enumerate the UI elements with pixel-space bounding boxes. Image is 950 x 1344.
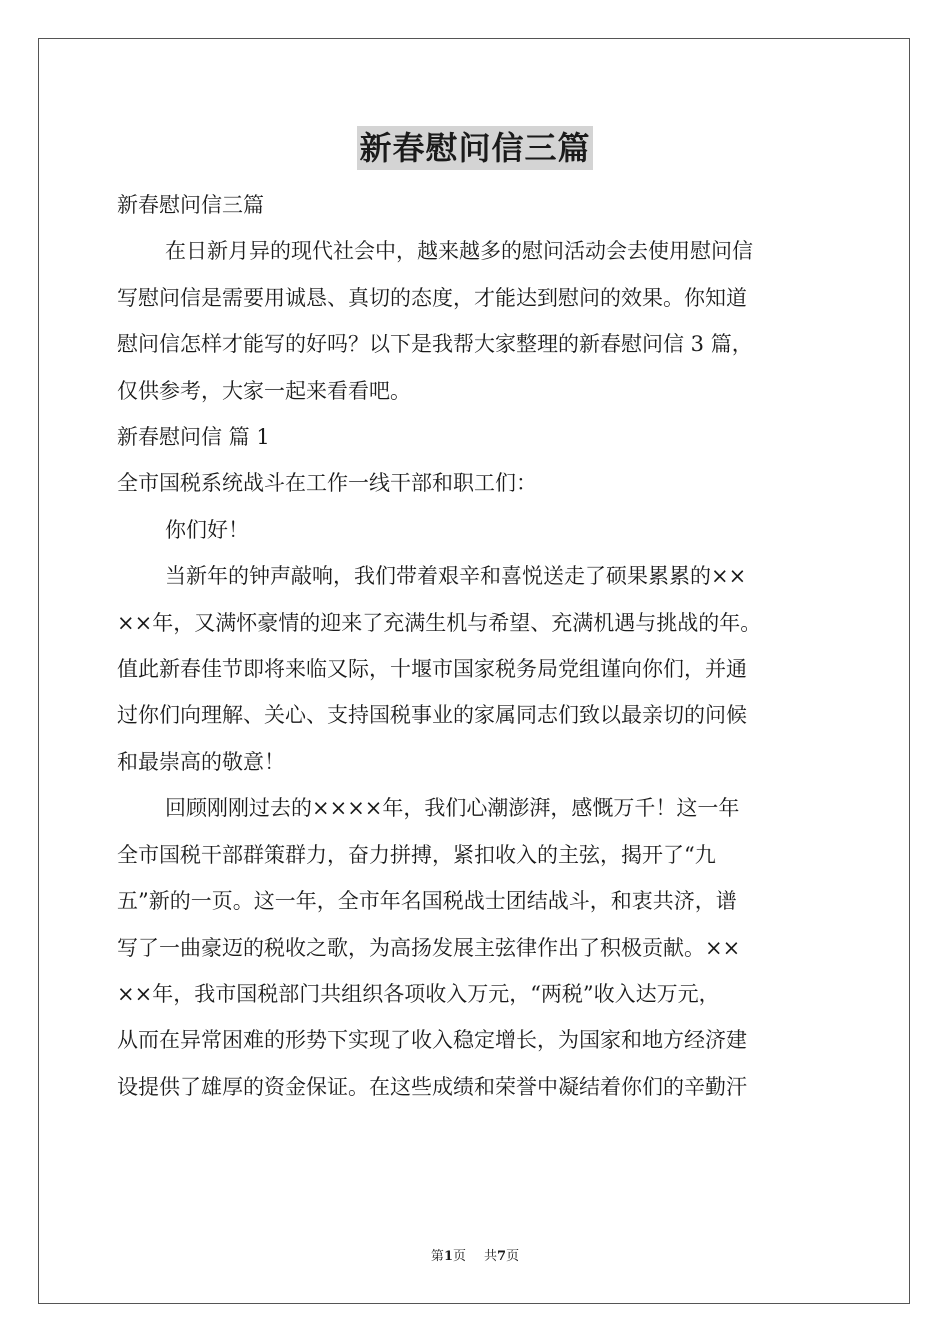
body-line: 新春慰问信三篇 (117, 193, 264, 217)
body-line: 从而在异常困难的形势下实现了收入稳定增长，为国家和地方经济建 (117, 1028, 747, 1053)
body-line: 回顾刚刚过去的××××年，我们心潮澎湃，感慨万千！这一年 (165, 796, 740, 821)
body-line: 当新年的钟声敲响，我们带着艰辛和喜悦送走了硕果累累的×× (165, 564, 747, 589)
document-title-wrap (0, 126, 950, 170)
body-line: 设提供了雄厚的资金保证。在这些成绩和荣誉中凝结着你们的辛勤汗 (117, 1074, 747, 1099)
body-line: 新春慰问信 篇 1 (117, 425, 270, 450)
footer-total-prefix: 共 (484, 1249, 498, 1264)
footer-total-suffix: 页 (506, 1249, 520, 1264)
body-line: 你们好！ (165, 517, 249, 542)
footer-page-prefix: 第 (430, 1249, 444, 1264)
body-line: 仅供参考，大家一起来看看吧。 (117, 378, 411, 403)
footer-page-current: 1 (443, 1249, 453, 1264)
body-line: 值此新春佳节即将来临又际，十堰市国家税务局党组谨向你们，并通 (117, 657, 747, 682)
body-line: 全市国税干部群策群力，奋力拼搏，紧扣收入的主弦，揭开了“九 (117, 842, 716, 867)
document-title: 新春慰问信三篇 (357, 126, 592, 170)
body-line: 和最崇高的敬意！ (117, 749, 285, 774)
body-line: 慰问信怎样才能写的好吗？以下是我帮大家整理的新春慰问信 3 篇， (117, 332, 753, 357)
page-footer (0, 1247, 950, 1267)
body-line: 过你们向理解、关心、支持国税事业的家属同志们致以最亲切的问候 (117, 703, 747, 728)
body-line: 写了一曲豪迈的税收之歌，为高扬发展主弦律作出了积极贡献。×× (117, 935, 741, 960)
document-body (117, 182, 847, 1110)
body-line: 五”新的一页。这一年，全市年名国税战士团结战斗，和衷共济，谱 (117, 889, 737, 914)
body-line: 写慰问信是需要用诚恳、真切的态度，才能达到慰问的效果。你知道 (117, 285, 747, 310)
footer-page-total: 7 (497, 1249, 507, 1264)
body-line: 全市国税系统战斗在工作一线干部和职工们： (117, 471, 537, 496)
footer-page-suffix: 页 (452, 1249, 466, 1264)
body-line: ××年，我市国税部门共组织各项收入万元，“两税”收入达万元， (117, 981, 720, 1006)
body-line: ××年，又满怀豪情的迎来了充满生机与希望、充满机遇与挑战的年。 (117, 610, 762, 635)
body-line: 在日新月异的现代社会中，越来越多的慰问活动会去使用慰问信 (165, 239, 753, 264)
